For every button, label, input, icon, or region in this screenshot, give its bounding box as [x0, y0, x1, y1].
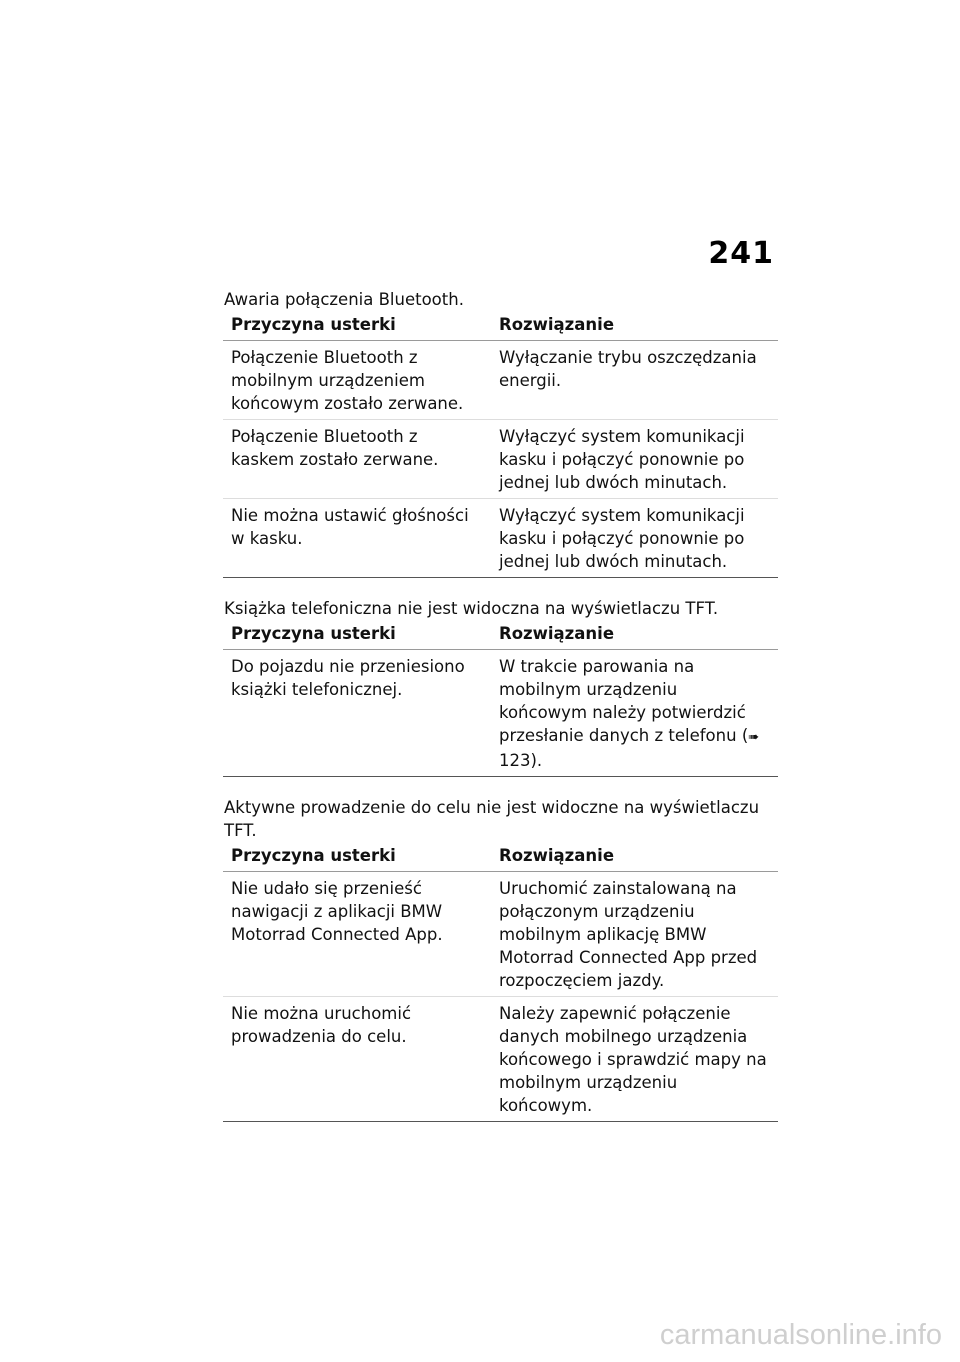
cause-cell: Nie można uruchomić prowadzenia do celu. [223, 997, 491, 1122]
cause-cell: Do pojazdu nie przeniesiono książki telefonicznej. [223, 650, 491, 777]
section-bluetooth [223, 288, 778, 578]
table-row [223, 997, 778, 1122]
section-phonebook [223, 597, 778, 777]
watermark: carmanualsonline.info [659, 1319, 942, 1351]
table-header-row [223, 622, 778, 650]
solution-cell: Wyłączyć system komunikacji kasku i połączyć ponownie po jednej lub dwóch minutach. [491, 420, 778, 499]
solution-text: W trakcie parowania na mobilnym urządzeniu końcowym należy potwierdzić przesłanie danych z telefonu [499, 657, 746, 745]
page-number: 241 [708, 236, 774, 271]
solution-cell: Wyłączanie trybu oszczędzania energii. [491, 341, 778, 420]
table-row [223, 499, 778, 578]
page-content [223, 288, 778, 1141]
troubleshooting-table [223, 313, 778, 578]
page-reference-link[interactable]: 123 [499, 751, 531, 770]
section-title: Aktywne prowadzenie do celu nie jest widoczne na wyświetlaczu TFT. [224, 798, 760, 840]
column-header-solution: Rozwiązanie [491, 313, 778, 341]
table-row [223, 341, 778, 420]
solution-cell: Wyłączyć system komunikacji kasku i połączyć ponownie po jednej lub dwóch minutach. [491, 499, 778, 578]
cause-cell: Połączenie Bluetooth z kaskem zostało zerwane. [223, 420, 491, 499]
troubleshooting-table [223, 622, 778, 777]
table-row [223, 420, 778, 499]
cause-cell: Nie udało się przenieść nawigacji z aplikacji BMW Motorrad Connected App. [223, 872, 491, 997]
page-reference-arrow-icon: ➠ [748, 730, 760, 745]
solution-cell: Należy zapewnić połączenie danych mobilnego urządzenia końcowego i sprawdzić mapy na mobilnym urządzeniu końcowym. [491, 997, 778, 1122]
cause-cell: Połączenie Bluetooth z mobilnym urządzeniem końcowym zostało zerwane. [223, 341, 491, 420]
column-header-cause: Przyczyna usterki [223, 844, 491, 872]
column-header-solution: Rozwiązanie [491, 844, 778, 872]
column-header-cause: Przyczyna usterki [223, 622, 491, 650]
column-header-solution: Rozwiązanie [491, 622, 778, 650]
section-title: Książka telefoniczna nie jest widoczna na wyświetlaczu TFT. [224, 599, 719, 618]
table-header-row [223, 313, 778, 341]
section-title: Awaria połączenia Bluetooth. [224, 290, 464, 309]
table-row [223, 650, 778, 777]
table-header-row [223, 844, 778, 872]
column-header-cause: Przyczyna usterki [223, 313, 491, 341]
solution-cell: W trakcie parowania na mobilnym urządzeniu końcowym należy potwierdzić przesłanie danych z telefonu (➠ 123). [491, 650, 778, 777]
cause-cell: Nie można ustawić głośności w kasku. [223, 499, 491, 578]
solution-cell: Uruchomić zainstalowaną na połączonym urządzeniu mobilnym aplikację BMW Motorrad Connected App przed rozpoczęciem jazdy. [491, 872, 778, 997]
troubleshooting-table [223, 844, 778, 1122]
table-row [223, 872, 778, 997]
section-navigation [223, 796, 778, 1122]
